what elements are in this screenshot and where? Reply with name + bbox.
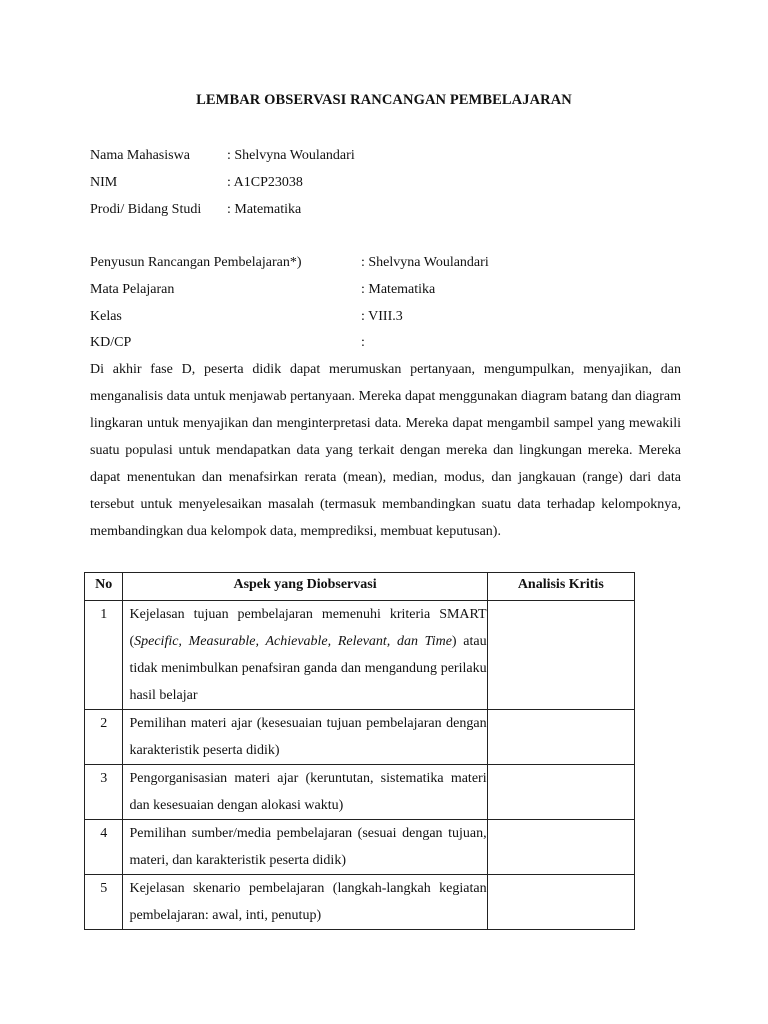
info-label: NIM: [90, 175, 118, 190]
info-label: Nama Mahasiswa: [90, 148, 190, 163]
row-analisis-cell[interactable]: [487, 820, 634, 875]
info-label: Kelas: [90, 309, 122, 324]
row-analisis-cell[interactable]: [487, 601, 634, 710]
aspek-text: Kejelasan tujuan pembelajaran memenuhi kriteria SMART (: [129, 607, 487, 649]
info-value: : Shelvyna Woulandari: [361, 255, 489, 270]
info-value: : Shelvyna Woulandari: [227, 148, 355, 163]
kdcp-paragraph: Di akhir fase D, peserta didik dapat merumuskan pertanyaan, mengumpulkan, menyajikan, dan menganalisis data untuk menjawab pertanyaan. Mereka dapat menggunakan diagram batang dan diagram lingkaran untuk menyajikan dan menginterpretasi data. Mereka dapat mengambil sampel yang mewakili suatu populasi untuk mendapatkan data yang terkait dengan mereka dan lingkungan mereka. Mereka dapat menentukan dan menafsirkan rerata (mean), median, modus, dan jangkauan (range) dari data tersebut untuk menyelesaikan masalah (termasuk membandingkan suatu data terhadap kelompoknya, membandingkan dua kelompok data, memprediksi, membuat keputusan).: [90, 362, 681, 539]
info-value: : Matematika: [227, 202, 302, 217]
header-analisis: Analisis Kritis: [487, 573, 634, 601]
row-number: 2: [85, 710, 123, 765]
header-no: No: [85, 573, 123, 601]
row-number: 3: [85, 765, 123, 820]
row-aspek: Pemilihan sumber/media pembelajaran (sesuai dengan tujuan, materi, dan karakteristik peserta didik): [123, 820, 487, 875]
page-title: LEMBAR OBSERVASI RANCANGAN PEMBELAJARAN: [196, 92, 572, 108]
table-row: [85, 820, 635, 875]
row-number: 5: [85, 875, 123, 930]
observation-table: [84, 572, 635, 930]
table-row: [85, 765, 635, 820]
table-row: [85, 875, 635, 930]
row-aspek: [123, 601, 487, 710]
aspek-italic-text: Specific, Measurable, Achievable, Relevant, dan Time: [134, 634, 452, 649]
table-header-row: [85, 573, 635, 601]
row-analisis-cell[interactable]: [487, 765, 634, 820]
info-label: Prodi/ Bidang Studi: [90, 202, 202, 217]
table-row: [85, 601, 635, 710]
aspek-text: ) atau tidak menimbulkan penafsiran ganda dan mengandung perilaku hasil belajar: [129, 634, 487, 703]
row-aspek: Pengorganisasian materi ajar (keruntutan, sistematika materi dan kesesuaian dengan alokasi waktu): [123, 765, 487, 820]
info-label: KD/CP: [90, 335, 132, 350]
header-aspek: Aspek yang Diobservasi: [123, 573, 487, 601]
row-analisis-cell[interactable]: [487, 710, 634, 765]
row-aspek: Kejelasan skenario pembelajaran (langkah-langkah kegiatan pembelajaran: awal, inti, penutup): [123, 875, 487, 930]
info-value: : VIII.3: [361, 309, 403, 324]
info-value: : Matematika: [361, 282, 436, 297]
table-row: [85, 710, 635, 765]
info-value: :: [361, 335, 365, 350]
info-value: : A1CP23038: [227, 175, 303, 190]
row-number: 1: [85, 601, 123, 710]
info-label: Mata Pelajaran: [90, 282, 175, 297]
info-label: Penyusun Rancangan Pembelajaran*): [90, 255, 302, 270]
row-aspek: Pemilihan materi ajar (kesesuaian tujuan pembelajaran dengan karakteristik peserta didik): [123, 710, 487, 765]
row-analisis-cell[interactable]: [487, 875, 634, 930]
row-number: 4: [85, 820, 123, 875]
